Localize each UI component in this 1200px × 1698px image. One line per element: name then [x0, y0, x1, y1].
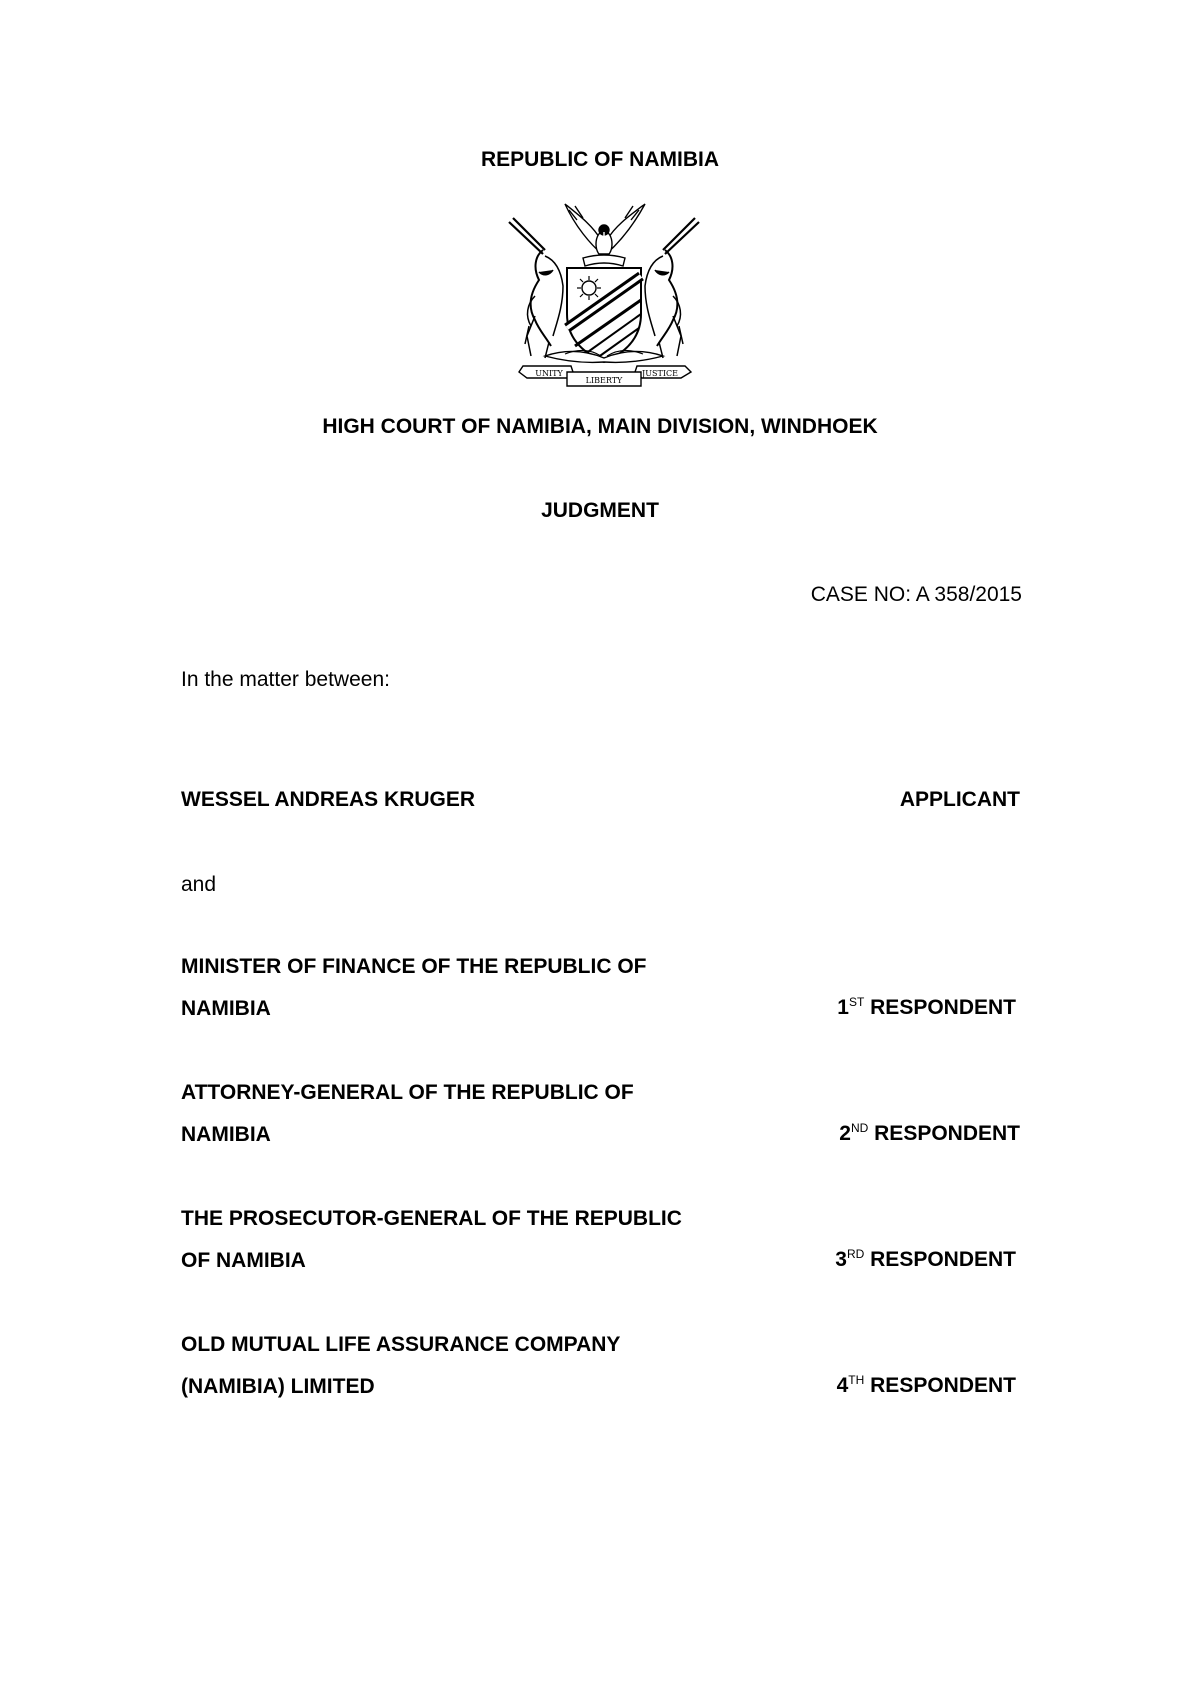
- respondent-1-name-line1: MINISTER OF FINANCE OF THE REPUBLIC OF: [181, 955, 647, 978]
- respondent-3-name-line2: OF NAMIBIA: [181, 1249, 306, 1272]
- eagle-icon: [565, 204, 645, 258]
- respondent-4-name-line1: OLD MUTUAL LIFE ASSURANCE COMPANY: [181, 1333, 621, 1356]
- respondent-4-ordinal-suffix: TH: [848, 1373, 865, 1387]
- respondent-2-ordinal: 2: [839, 1122, 851, 1145]
- respondent-1-role: [837, 995, 1016, 1021]
- intro-text: In the matter between:: [181, 668, 390, 691]
- respondent-3-name-line1: THE PROSECUTOR-GENERAL OF THE REPUBLIC: [181, 1207, 682, 1230]
- coat-of-arms-icon: [505, 196, 703, 390]
- conjunction-text: and: [181, 873, 217, 896]
- document-type-heading: JUDGMENT: [541, 499, 659, 522]
- respondent-2-role-label: RESPONDENT: [874, 1122, 1020, 1145]
- respondent-4-ordinal: 4: [836, 1374, 849, 1397]
- respondent-2-name-line1: ATTORNEY-GENERAL OF THE REPUBLIC OF: [181, 1081, 634, 1104]
- respondent-4-name: [181, 1324, 781, 1408]
- oryx-left-icon: [509, 218, 563, 358]
- respondent-2-ordinal-suffix: ND: [850, 1121, 869, 1135]
- motto-unity: UNITY: [535, 369, 563, 378]
- respondent-3-role-label: RESPONDENT: [870, 1248, 1016, 1271]
- respondent-2-name: [181, 1072, 781, 1156]
- respondent-4-role: [837, 1373, 1016, 1399]
- respondent-3-role: [835, 1247, 1016, 1273]
- court-heading: HIGH COURT OF NAMIBIA, MAIN DIVISION, WINDHOEK: [322, 415, 878, 438]
- motto-justice: JUSTICE: [642, 369, 678, 378]
- respondent-4-name-line2: (NAMIBIA) LIMITED: [181, 1375, 375, 1398]
- respondent-1-name: [181, 946, 781, 1030]
- respondent-2-name-line2: NAMIBIA: [181, 1123, 271, 1146]
- respondent-1-name-line2: NAMIBIA: [181, 997, 271, 1020]
- case-number: CASE NO: A 358/2015: [810, 583, 1022, 606]
- motto-liberty: LIBERTY: [585, 376, 623, 385]
- respondent-3-name: [181, 1198, 781, 1282]
- respondent-3-ordinal: 3: [835, 1248, 847, 1271]
- republic-heading: REPUBLIC OF NAMIBIA: [481, 148, 719, 171]
- applicant-name: WESSEL ANDREAS KRUGER: [181, 788, 476, 811]
- respondent-1-ordinal-suffix: ST: [848, 995, 865, 1009]
- respondent-4-role-label: RESPONDENT: [870, 1374, 1016, 1397]
- oryx-right-icon: [645, 218, 699, 358]
- respondent-3-ordinal-suffix: RD: [846, 1247, 865, 1261]
- shield-icon: [567, 268, 641, 362]
- respondent-2-role: [839, 1121, 1020, 1147]
- respondent-1-role-label: RESPONDENT: [870, 996, 1016, 1019]
- applicant-role: APPLICANT: [899, 788, 1020, 811]
- respondent-1-ordinal: 1: [837, 996, 849, 1019]
